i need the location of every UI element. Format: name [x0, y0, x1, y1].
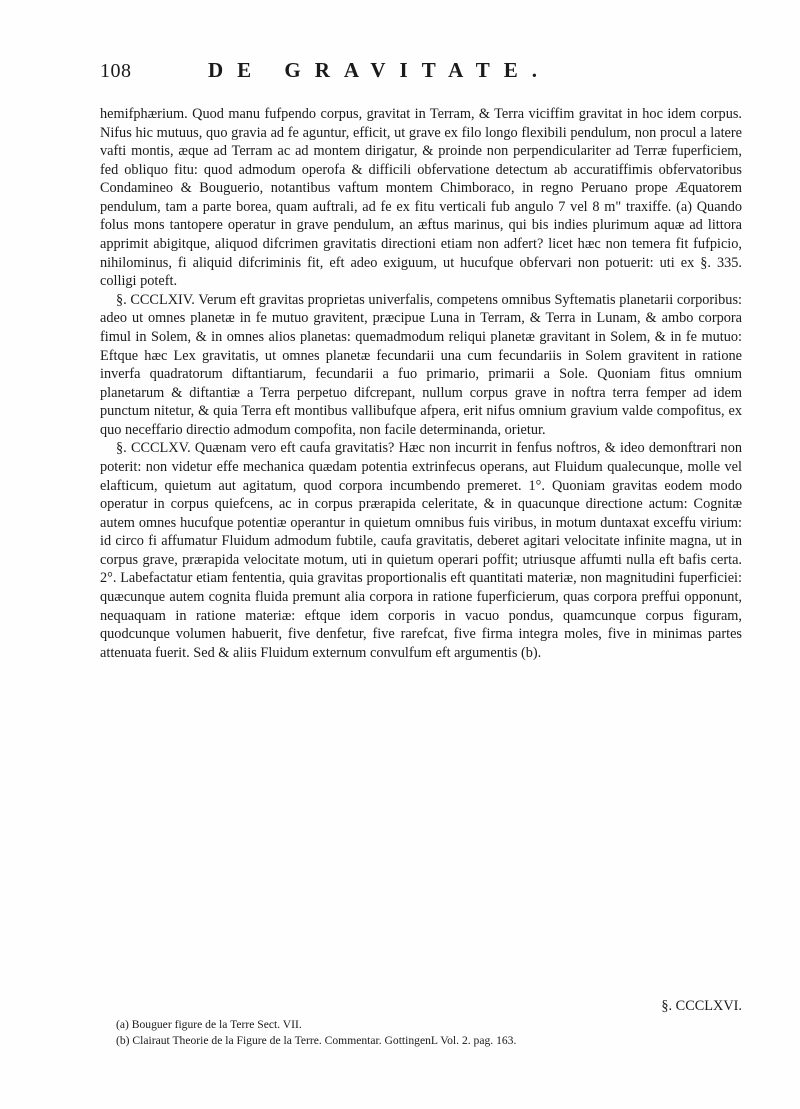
main-text: [100, 105, 742, 662]
paragraph-section-365: §. CCCLXV. Quænam vero eft caufa gravitatis? Hæc non incurrit in fenfus noftros, & ideo demonftrari non poterit: non videtur effe mechanica quædam potentia extrinfecus operans, aut Fluidum qualecunque, molle vel elafticum, quietum aut agitatum, quod corpora incumbendo premeret. 1°. Quoniam gravitas eodem modo operatur in corpus quiefcens, ac in corpus prærapida celeritate, & in quacunque directione actum: Cognitæ autem omnes hucufque potentiæ operantur in quietum omnibus fuis viribus, in motum duntaxat exceffu virium: id circo fi affumatur Fluidum admodum fubtile, caufa gravitatis, deberet agitari velocitate infinite magna, ut in corpus grave, prærapida velocitate motum, uti in quietum operari poffit; utriusque affumti nulla eft bafis certa. 2°. Labefactatur etiam fententia, quia gravitas proportionalis eft quantitati materiæ, non magnitudini fuperficiei: quæcunque autem cognita fluida premunt alia corpora in ratione fuperficierum, quas corpora preffui opponunt, nequaquam in ratione materiæ: eftque idem corporis in vacuo pondus, quamcunque corpus figuram, quodcunque volumen habuerit, five denfetur, five rarefcat, five firma integra moles, five in minimas partes attenuata fuerit. Sed & aliis Fluidum externum convulfum eft argumentis (b).: [100, 440, 742, 661]
page-number: 108: [100, 60, 132, 82]
page-header: [100, 58, 740, 88]
paragraph-1: hemifphærium. Quod manu fufpendo corpus, gravitat in Terram, & Terra viciffim gravitat in hoc idem corpus. Nifus hic mutuus, quo gravia ad fe aguntur, efficit, ut grave ex filo longo flexibili pendulum, non procul a latere vafti montis, æque ad Terram ac ad montem dirigatur, & proinde non perpendiculariter ad Terræ fuperficiem, fed obliquo fitu: quod admodum operofa & difficili obfervatione detectum ab accuratiffimis obfervatoribus Condamineo & Bouguerio, notantibus vaftum montem Chimboraco, in regno Peruano prope Æquatorem pendulum, tam a parte borea, quam auftrali, ad fe ex fitu verticali fub angulo 7 vel 8 m" traxiffe. (a) Quando folus mons tantopere operatur in grave pendulum, an æftus marinus, qui bis indies plurimum aquæ ad littora apprimit abigitque, aliquod difcrimen gravitatis directioni etiam non adfert? licet hæc non temera fit fufpicio, nihilominus, fi aliquid difcriminis fit, eft adeo exiguum, ut hucufque obfervari non potuerit: uti ex §. 335. colligi poteft.: [100, 106, 742, 290]
paragraph-section-364: §. CCCLXIV. Verum eft gravitas proprietas univerfalis, competens omnibus Syftematis planetarii corporibus: adeo ut omnes planetæ in fe mutuo gravitent, præcipue Luna in Terram, & Terra in Lunam, & ambo corpora fimul in Solem, & in omnes alios planetas: quemadmodum reliqui planetæ gravitant in Solem, & in fe mutuo: Eftque hæc Lex gravitatis, ut omnes planetæ fecundarii una cum fecundariis in Solem gravitent in ratione inverfa quadratorum diftantiarum, fecundarii a fuo primario, primarii a Sole. Quoniam fitus omnium planetarum & diftantiæ a Terra perpetuo difcrepant, nullum corpus grave in noftra terra femper ad idem punctum nitetur, & quia Terra eft montibus vallibufque afpera, erit nifus omnium gravium valde compofitus, ex quo neceffario directio admodum compofita, non facile determinanda, orietur.: [100, 291, 742, 438]
running-head: DE GRAVITATE.: [208, 58, 552, 82]
footnotes: [116, 1017, 746, 1049]
next-section-heading: §. CCCLXVI.: [661, 998, 742, 1014]
footnote-b: (b) Clairaut Theorie de la Figure de la Terre. Commentar. GottingenL Vol. 2. pag. 163.: [116, 1034, 517, 1047]
footnote-a: (a) Bouguer figure de la Terre Sect. VII.: [116, 1018, 302, 1031]
